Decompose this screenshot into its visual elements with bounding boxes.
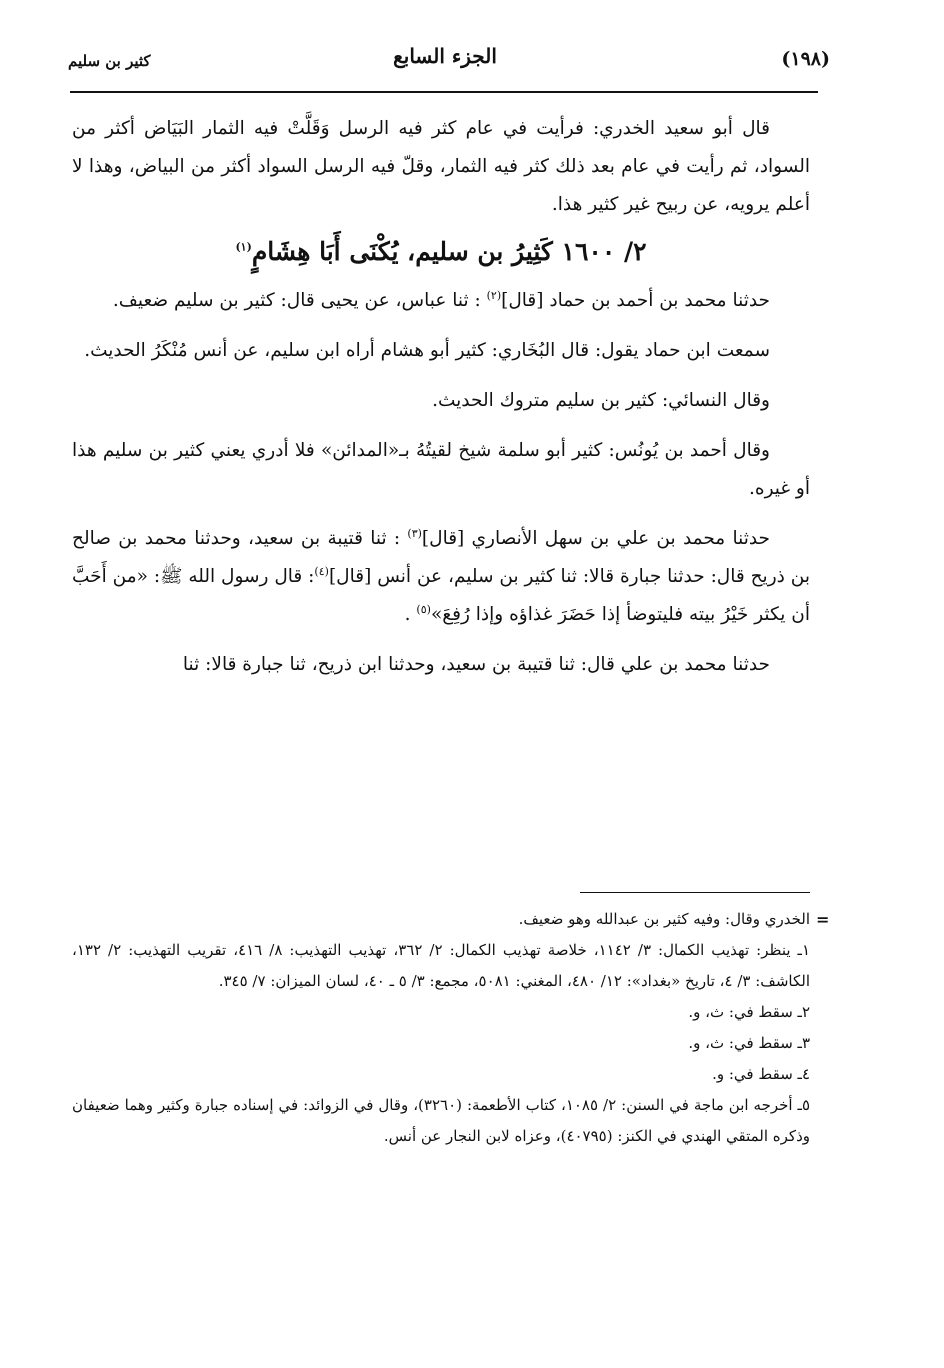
section-name: كثير بن سليم	[68, 52, 151, 70]
paragraph-2-a: حدثنا محمد بن أحمد بن حماد [قال]	[501, 290, 770, 311]
paragraph-2-b: : ثنا عباس، عن يحيى قال: كثير بن سليم ضعيف.	[112, 290, 487, 311]
running-title: الجزء السابع	[393, 44, 497, 68]
footnote-1: ١ـ ينظر: تهذيب الكمال: ٣/ ١١٤٢، خلاصة تهذيب الكمال: ٢/ ٣٦٢، تهذيب التهذيب: ٨/ ٤١٦، تقريب التهذيب: ٢/ ١٣٢، الكاشف: ٣/ ٤، تاريخ «بغداد»: ١٢/ ٤٨٠، المغني: ٥٠٨١، مجمع: ٣/ ٥ ـ ٤٠، لسان الميزان: ٧/ ٣٤٥.	[72, 941, 811, 990]
paragraph-6-d: .	[404, 604, 417, 625]
paragraph-5: وقال أحمد بن يُونُس: كثير أبو سلمة شيخ لقيتُهُ بـ«المدائن» فلا أدري يعني كثير بن سليم هذا أو غيره.	[72, 440, 810, 499]
paragraph-6-b: : ثنا قتيبة بن سعيد، وحدثنا محمد بن صالح بن ذريح قال: حدثنا جبارة قالا: ثنا كثير بن سليم، عن أنس [قال]	[72, 528, 811, 587]
footnote-continued: الخدري وقال: وفيه كثير بن عبدالله وهو ضعيف.	[518, 910, 810, 928]
footnote-4: ٤ـ سقط في: و.	[712, 1065, 810, 1083]
entry-heading-text: ٢/ ١٦٠٠ كَثِيرُ بن سليم، يُكْنَى أَبَا هِشَامٍ	[251, 237, 647, 266]
page-header	[60, 40, 830, 86]
footnote-ref-4: (٤)	[314, 564, 329, 578]
footnote-ref-2: (٢)	[486, 288, 502, 302]
page-number: (١٩٨)	[781, 48, 830, 70]
header-rule	[70, 91, 818, 93]
paragraph-6	[72, 520, 810, 634]
footnote-3: ٣ـ سقط في: ث، و.	[688, 1034, 810, 1052]
footnote-ref-1: (١)	[235, 240, 252, 254]
paragraph-6-a: حدثنا محمد بن علي بن سهل الأنصاري [قال]	[421, 528, 770, 549]
paragraph-4: وقال النسائي: كثير بن سليم متروك الحديث.	[432, 390, 770, 411]
footnote-ref-3: (٣)	[407, 526, 422, 540]
paragraph-3: سمعت ابن حماد يقول: قال البُخَاري: كثير أبو هشام أراه ابن سليم، عن أنس مُنْكَرُ الحديث.	[84, 340, 770, 361]
main-text	[72, 110, 810, 696]
paragraph-7: حدثنا محمد بن علي قال: ثنا قتيبة بن سعيد، وحدثنا ابن ذريح، ثنا جبارة قالا: ثنا	[182, 654, 770, 675]
paragraph-2	[72, 282, 810, 320]
footnote-5: ٥ـ أخرجه ابن ماجة في السنن: ٢/ ١٠٨٥، كتاب الأطعمة: (٣٢٦٠)، وقال في الزوائد: في إسناده جبارة وكثير وهما ضعيفان وذكره المتقي الهندي في الكنز: (٤٠٧٩٥)، وعزاه لابن النجار عن أنس.	[72, 1096, 810, 1145]
paragraph-1: قال أبو سعيد الخدري: فرأيت في عام كثر فيه الرسل وَقَلَّتْ فيه الثمار البَيَاض أكثر من السواد، ثم رأيت في عام بعد ذلك كثر فيه الثمار، وقلّ فيه الرسل السواد أكثر من البياض، وهذا لا أعلم يرويه، عن ربيح غير كثير هذا.	[72, 118, 810, 215]
entry-heading	[72, 230, 810, 274]
footnote-ref-5: (٥)	[416, 602, 431, 616]
footnote-2: ٢ـ سقط في: ث، و.	[688, 1003, 810, 1021]
footnote-rule	[580, 892, 810, 893]
footnotes	[72, 904, 810, 1152]
continued-mark: =	[816, 910, 830, 929]
paragraph-6-c: : قال رسول الله ﷺ: «من أَحَبَّ أن يكثر خَيْرُ بيته فليتوضأ إذا حَضَرَ غذاؤه وإذا رُفِعَ»	[72, 566, 810, 625]
